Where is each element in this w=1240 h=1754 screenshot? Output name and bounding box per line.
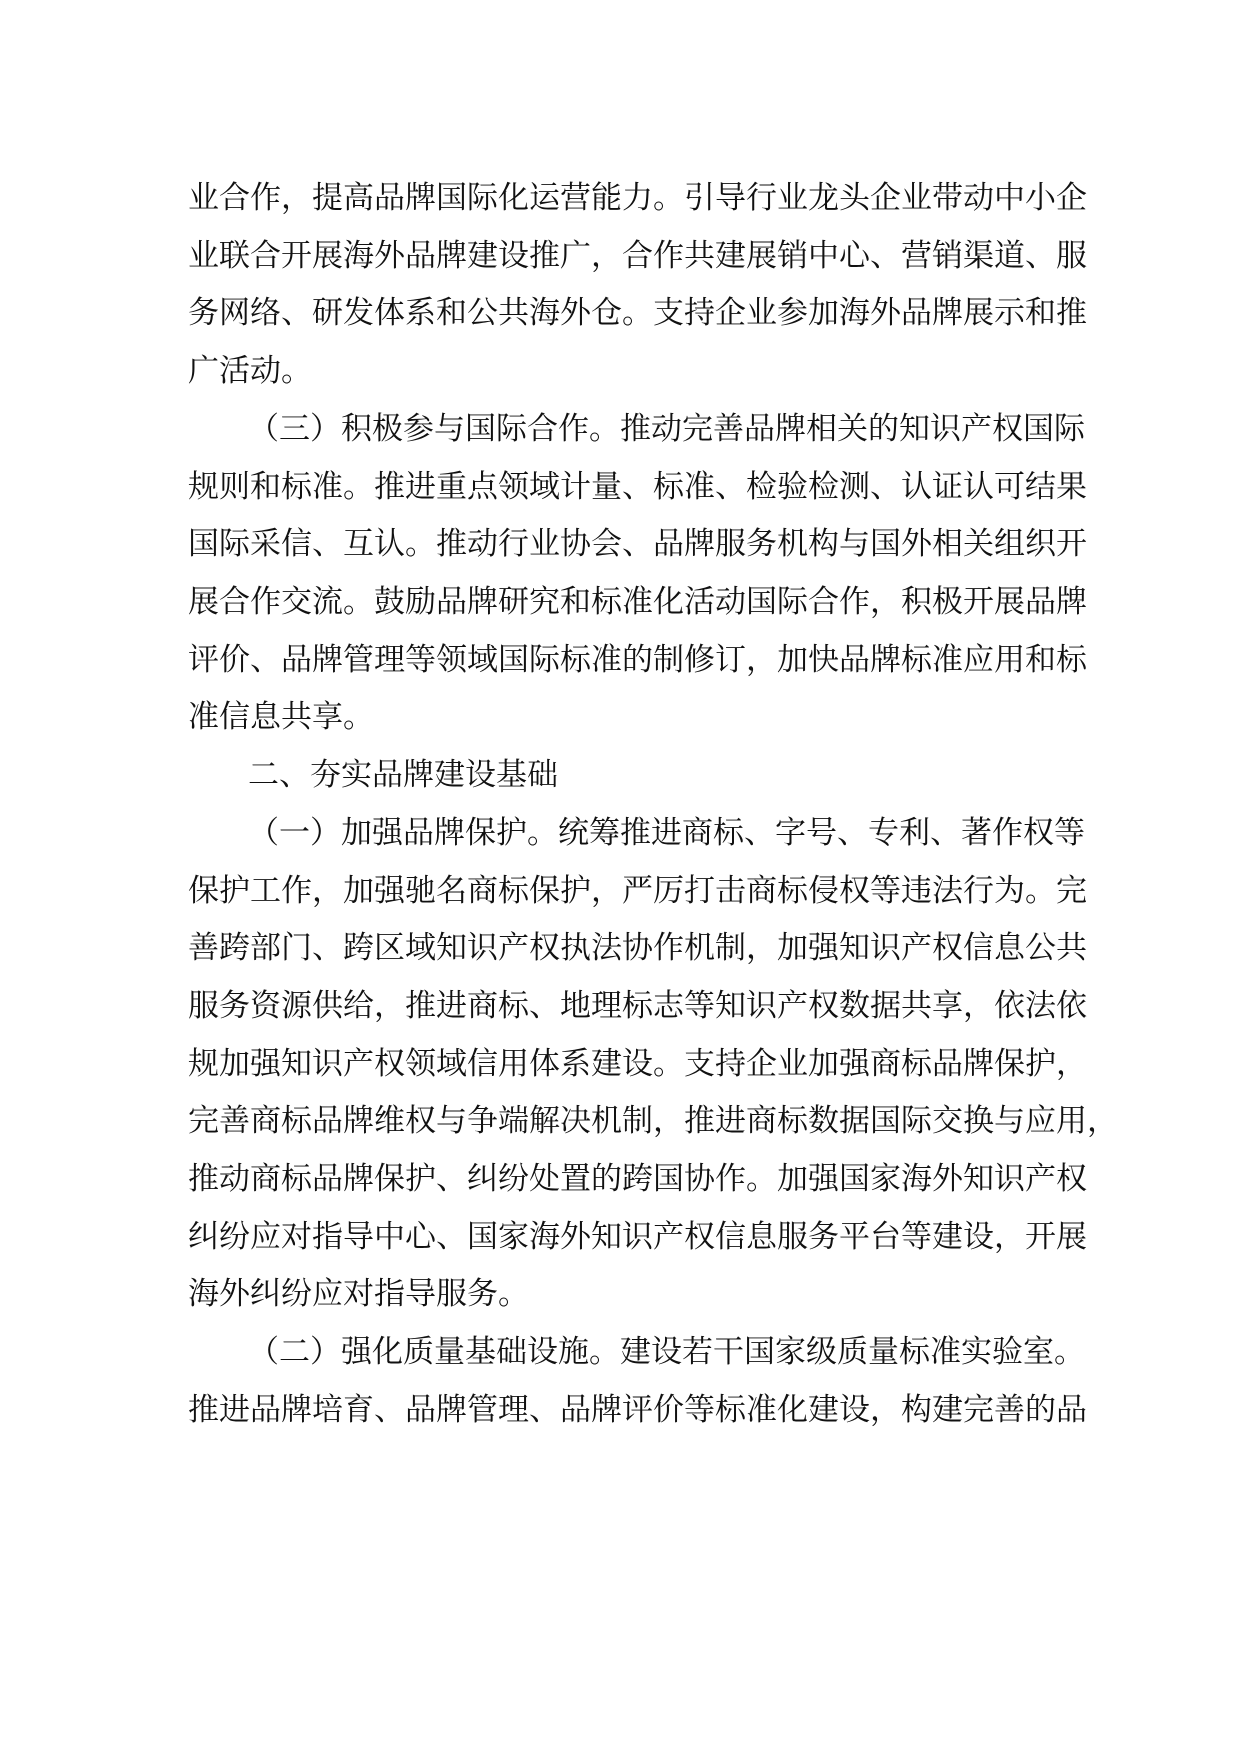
text-line: 广活动。 (188, 353, 312, 389)
text-line: 国际采信、互认。推动行业协会、品牌服务机构与国外相关组织开 (188, 526, 1087, 562)
paragraph-heading: （二）强化质量基础设施。建设若干国家级质量标准实验室。 (248, 1334, 1085, 1370)
text-line: 保护工作，加强驰名商标保护，严厉打击商标侵权等违法行为。完 (188, 873, 1087, 909)
text-line: 规加强知识产权领域信用体系建设。支持企业加强商标品牌保护， (188, 1046, 1087, 1082)
paragraph-heading: （一）加强品牌保护。统筹推进商标、字号、专利、著作权等 (248, 815, 1085, 851)
text-line: 规则和标准。推进重点领域计量、标准、检验检测、认证认可结果 (188, 469, 1087, 505)
section-heading: 二、夯实品牌建设基础 (248, 757, 558, 793)
text-line: 善跨部门、跨区域知识产权执法协作机制，加强知识产权信息公共 (188, 930, 1087, 966)
text-line: 完善商标品牌维权与争端解决机制，推进商标数据国际交换与应用， (188, 1103, 1118, 1139)
text-line: 业合作，提高品牌国际化运营能力。引导行业龙头企业带动中小企 (188, 180, 1087, 216)
text-line: 准信息共享。 (188, 699, 374, 735)
text-line: 业联合开展海外品牌建设推广，合作共建展销中心、营销渠道、服 (188, 238, 1087, 274)
text-line: 评价、品牌管理等领域国际标准的制修订，加快品牌标准应用和标 (188, 642, 1087, 678)
text-line: 务网络、研发体系和公共海外仓。支持企业参加海外品牌展示和推 (188, 295, 1087, 331)
text-line: 海外纠纷应对指导服务。 (188, 1276, 529, 1312)
text-line: 展合作交流。鼓励品牌研究和标准化活动国际合作，积极开展品牌 (188, 584, 1087, 620)
paragraph-heading: （三）积极参与国际合作。推动完善品牌相关的知识产权国际 (248, 411, 1085, 447)
text-line: 服务资源供给，推进商标、地理标志等知识产权数据共享，依法依 (188, 988, 1087, 1024)
text-line: 推动商标品牌保护、纠纷处置的跨国协作。加强国家海外知识产权 (188, 1161, 1087, 1197)
text-line: 推进品牌培育、品牌管理、品牌评价等标准化建设，构建完善的品 (188, 1392, 1087, 1428)
text-line: 纠纷应对指导中心、国家海外知识产权信息服务平台等建设，开展 (188, 1219, 1087, 1255)
